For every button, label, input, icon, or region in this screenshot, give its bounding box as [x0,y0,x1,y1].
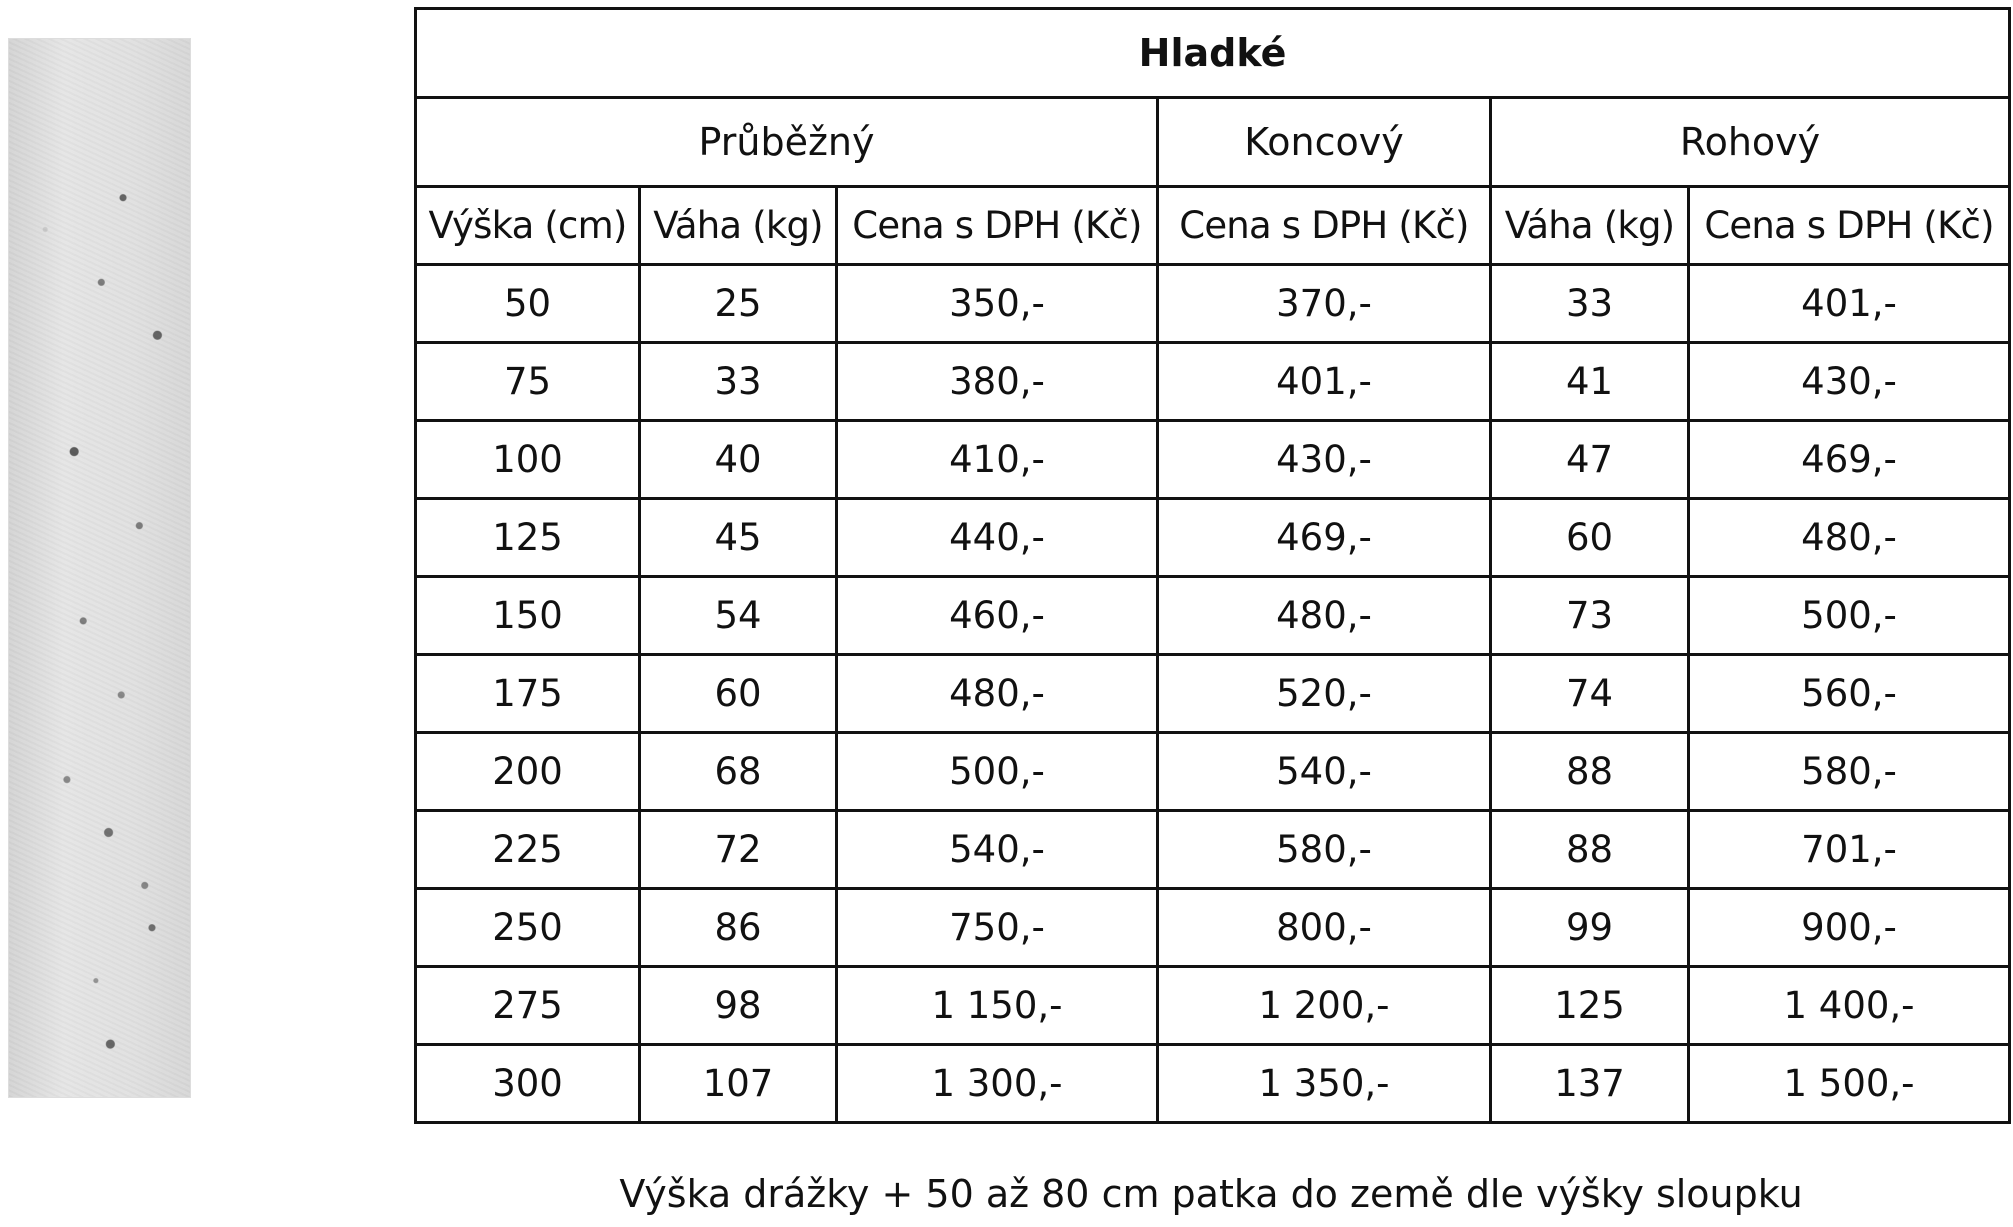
footnote: Výška drážky + 50 až 80 cm patka do země dle výšky sloupku [619,1172,1803,1216]
table-cell: 469,- [1158,499,1491,577]
group-prubezny: Průběžný [416,98,1158,187]
table-cell: 100 [416,421,640,499]
table-row [416,421,2010,499]
table-cell: 107 [640,1045,837,1123]
group-header-row [416,98,2010,187]
table-cell: 480,- [837,655,1158,733]
table-cell: 125 [416,499,640,577]
table-cell: 540,- [1158,733,1491,811]
table-cell: 560,- [1689,655,2010,733]
table-cell: 430,- [1158,421,1491,499]
table-cell: 47 [1491,421,1689,499]
table-row [416,655,2010,733]
table-cell: 410,- [837,421,1158,499]
table-row [416,889,2010,967]
table-cell: 275 [416,967,640,1045]
table-row [416,1045,2010,1123]
table-row [416,265,2010,343]
column-header-vaha: Váha (kg) [640,187,837,265]
table-cell: 480,- [1689,499,2010,577]
table-cell: 350,- [837,265,1158,343]
table-cell: 86 [640,889,837,967]
table-title: Hladké [416,9,2010,98]
table-row [416,343,2010,421]
table-cell: 68 [640,733,837,811]
table-cell: 1 200,- [1158,967,1491,1045]
table-cell: 25 [640,265,837,343]
table-cell: 1 350,- [1158,1045,1491,1123]
concrete-post-photo [8,38,191,1098]
table-cell: 54 [640,577,837,655]
table-cell: 370,- [1158,265,1491,343]
table-cell: 33 [1491,265,1689,343]
table-cell: 1 400,- [1689,967,2010,1045]
group-rohovy: Rohový [1491,98,2010,187]
table-cell: 60 [1491,499,1689,577]
table-cell: 75 [416,343,640,421]
table-row [416,499,2010,577]
table-cell: 460,- [837,577,1158,655]
column-header-row [416,187,2010,265]
table-cell: 99 [1491,889,1689,967]
table-row [416,577,2010,655]
table-cell: 430,- [1689,343,2010,421]
table-cell: 137 [1491,1045,1689,1123]
column-header-cena: Cena s DPH (Kč) [837,187,1158,265]
table-cell: 45 [640,499,837,577]
table-cell: 41 [1491,343,1689,421]
table-cell: 250 [416,889,640,967]
table-cell: 50 [416,265,640,343]
table-cell: 200 [416,733,640,811]
table-cell: 60 [640,655,837,733]
table-cell: 500,- [1689,577,2010,655]
table-cell: 380,- [837,343,1158,421]
table-cell: 469,- [1689,421,2010,499]
table-cell: 300 [416,1045,640,1123]
table-cell: 1 300,- [837,1045,1158,1123]
column-header-vaha: Váha (kg) [1491,187,1689,265]
table-title-row [416,9,2010,98]
column-header-cena: Cena s DPH (Kč) [1158,187,1491,265]
column-header-cena: Cena s DPH (Kč) [1689,187,2010,265]
table-cell: 175 [416,655,640,733]
table-cell: 73 [1491,577,1689,655]
table-cell: 401,- [1158,343,1491,421]
table-cell: 88 [1491,811,1689,889]
table-cell: 500,- [837,733,1158,811]
table-cell: 225 [416,811,640,889]
table-row [416,811,2010,889]
table-cell: 701,- [1689,811,2010,889]
column-header-vyska: Výška (cm) [416,187,640,265]
table-cell: 540,- [837,811,1158,889]
table-cell: 33 [640,343,837,421]
table-row [416,733,2010,811]
table-cell: 74 [1491,655,1689,733]
table-cell: 580,- [1158,811,1491,889]
table-cell: 401,- [1689,265,2010,343]
table-row [416,967,2010,1045]
group-koncovy: Koncový [1158,98,1491,187]
table-cell: 800,- [1158,889,1491,967]
price-table [414,7,2011,1124]
table-cell: 72 [640,811,837,889]
table-cell: 750,- [837,889,1158,967]
table-cell: 520,- [1158,655,1491,733]
table-cell: 440,- [837,499,1158,577]
table-cell: 98 [640,967,837,1045]
table-cell: 125 [1491,967,1689,1045]
table-cell: 150 [416,577,640,655]
table-cell: 480,- [1158,577,1491,655]
table-cell: 1 500,- [1689,1045,2010,1123]
table-cell: 88 [1491,733,1689,811]
table-cell: 580,- [1689,733,2010,811]
table-cell: 900,- [1689,889,2010,967]
table-cell: 1 150,- [837,967,1158,1045]
table-cell: 40 [640,421,837,499]
